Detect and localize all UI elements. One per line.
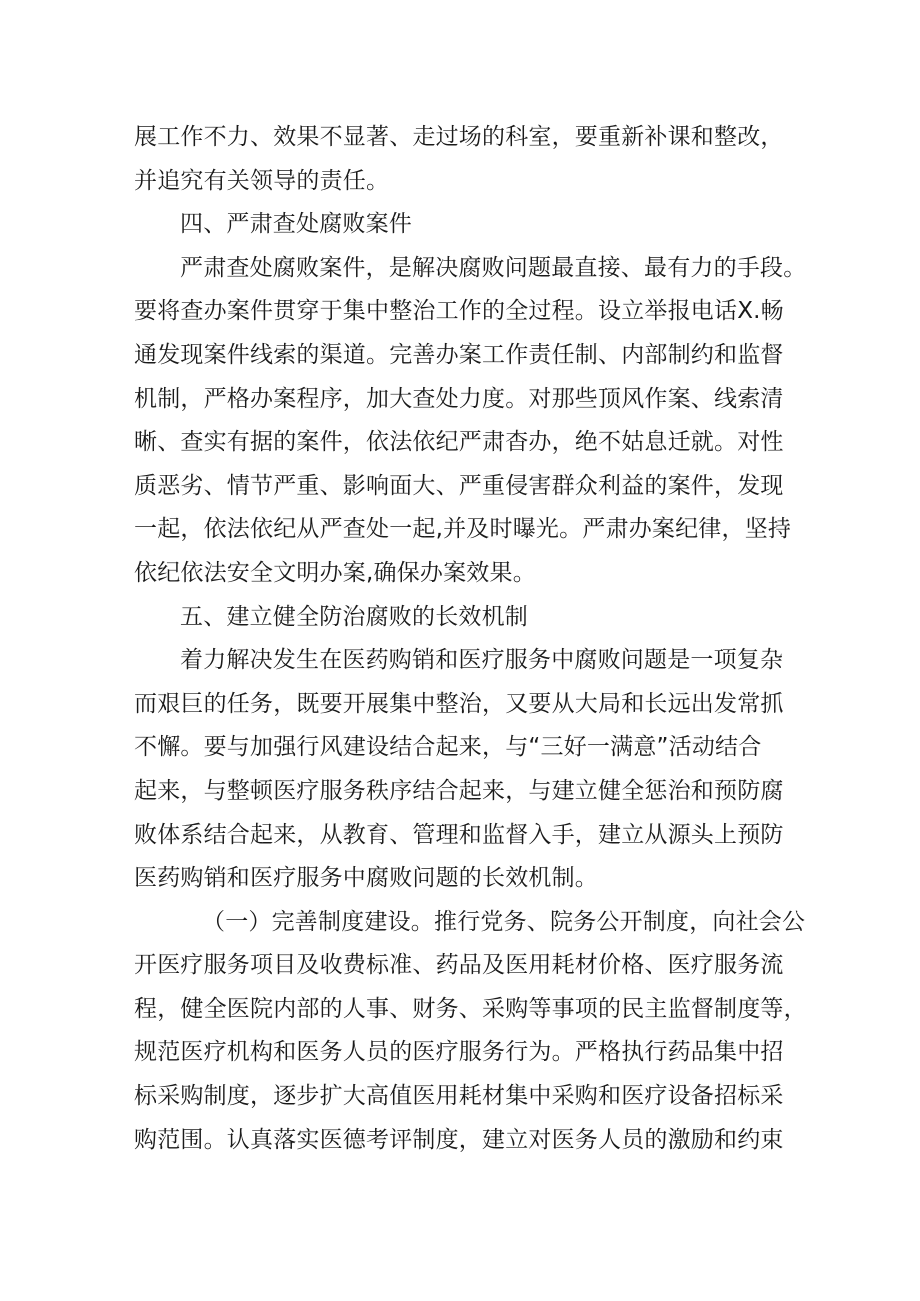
text-line: 一起，依法依纪从严查处一起,并及时曝光。严肃办案纪律，坚持 [134, 516, 792, 543]
document-body [134, 116, 807, 1162]
text-line: 标采购制度，逐步扩大高值医用耗材集中采购和医疗设备招标采 [134, 1083, 784, 1110]
text-line: 购范围。认真落实医德考评制度，建立对医务人员的激励和约束 [134, 1126, 784, 1153]
text-line: 晰、查实有据的案件，依法依纪严肃杳办，绝不姑息迁就。对性 [134, 429, 784, 456]
text-line: 严肃查处腐败案件，是解决腐败问题最直接、最有力的手段。 [180, 254, 807, 281]
text-line: 要将查办案件贯穿于集中整治工作的全过程。设立举报电话X.畅 [134, 298, 784, 325]
text-line: 依纪依法安全文明办案,确保办案效果。 [134, 559, 536, 586]
section-heading: 五、建立健全防治腐败的长效机制 [180, 603, 528, 630]
text-line: 败体系结合起来，从教育、管理和监督入手，建立从源头上预防 [134, 821, 784, 848]
text-line: 机制，严格办案程序，加大查处力度。对那些顶风作案、线索清 [134, 385, 784, 412]
text-line: 起来，与整顿医疗服务秩序结合起来，与建立健全惩治和预防腐 [134, 777, 784, 804]
text-line: 医药购销和医疗服务中腐败问题的长效机制。 [134, 865, 598, 892]
text-line: 展工作不力、效果不显著、走过场的科室，要重新补课和整改， [134, 124, 784, 150]
subsection-line: （一）完善制度建设。推行党务、院务公开制度，向社会公 [202, 908, 806, 935]
text-line: 质恶劣、情节严重、影响面大、严重侵害群众利益的案件，发现 [134, 472, 784, 499]
text-line: 而艰巨的任务，既要开展集中整治，又要从大局和长远出发常抓 [134, 690, 784, 717]
text-line: 不懈。要与加强行风建设结合起来，与“三好一满意”活动结合 [134, 734, 762, 761]
text-line: 开医疗服务项目及收费标准、药品及医用耗材价格、医疗服务流 [134, 952, 784, 979]
section-heading: 四、严肃查处腐败案件 [180, 211, 412, 238]
text-line: 着力解决发生在医药购销和医疗服务中腐败问题是一项复杂 [180, 647, 784, 674]
text-line: 程，健全医院内部的人事、财务、采购等事项的民主监督制度等， [134, 995, 807, 1022]
text-line: 通发现案件线索的渠道。完善办案工作责任制、内部制约和监督 [134, 341, 784, 368]
text-line: 并追究有关领导的责任。 [134, 167, 390, 194]
text-line: 规范医疗机构和医务人员的医疗服务行为。严格执行药品集中招 [134, 1039, 784, 1066]
